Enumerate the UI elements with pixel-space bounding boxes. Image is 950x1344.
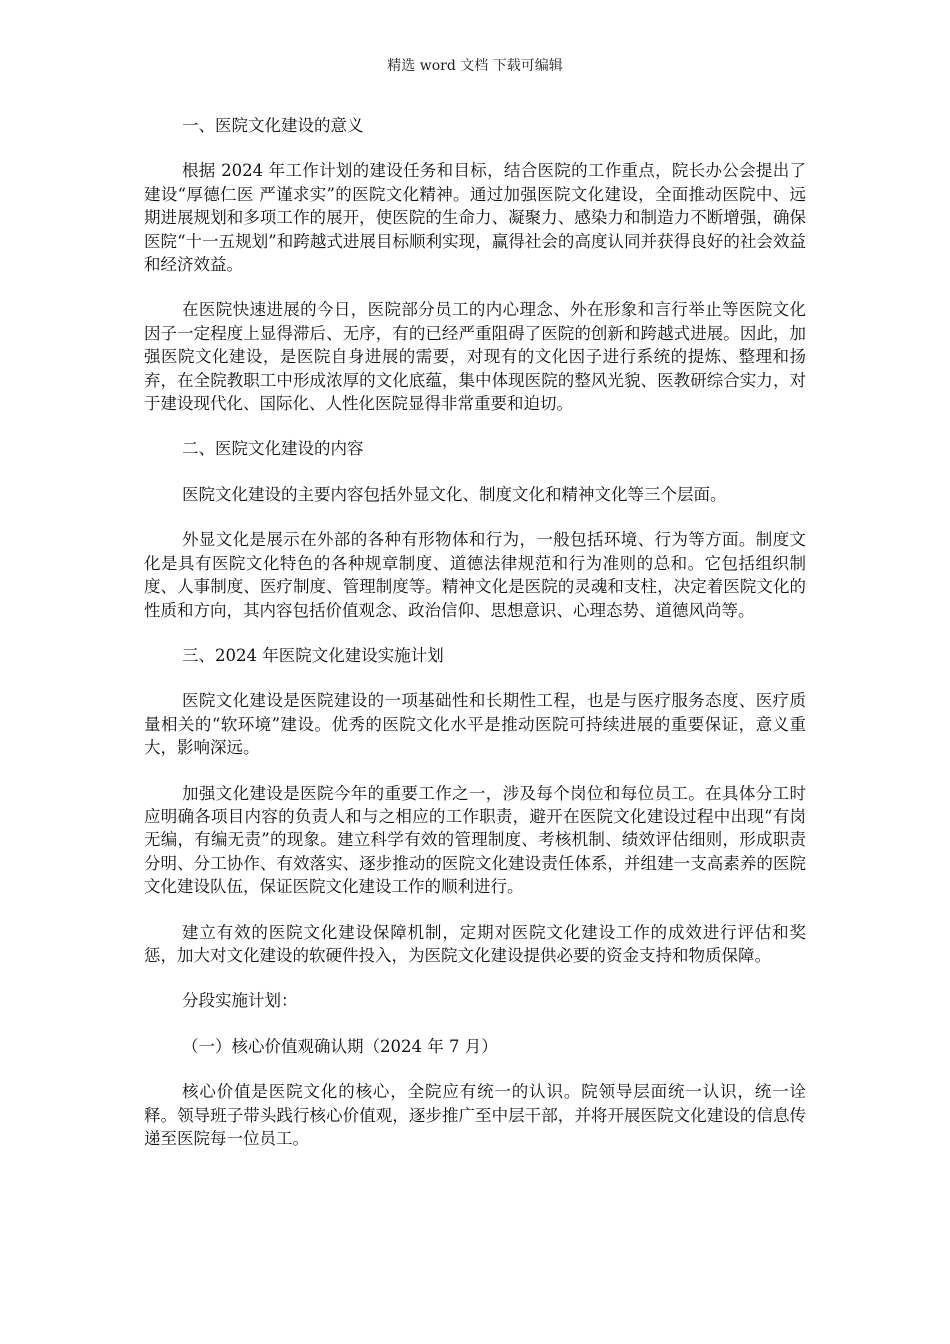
paragraph-7: 建立有效的医院文化建设保障机制，定期对医院文化建设工作的成效进行评估和奖惩，加大对文化建设的软硬件投入，为医院文化建设提供必要的资金支持和物质保障。 <box>144 922 806 965</box>
subsection-heading-plan: 分段实施计划： <box>182 991 298 1011</box>
document-body <box>144 114 806 1172</box>
section-heading-1: 一、医院文化建设的意义 <box>182 116 364 135</box>
paragraph-1: 根据 2024 年工作计划的建设任务和目标，结合医院的工作重点，院长办公会提出了建设“厚德仁医 严谨求实”的医院文化精神。通过加强医院文化建设，全面推动医院中、远期进展规划和多项工作的展开，使医院的生命力、凝聚力、感染力和制造力不断增强，确保医院“十一五规划”和跨越式进展目标顺利实现，赢得社会的高度认同并获得良好的社会效益和经济效益。 <box>144 161 806 275</box>
paragraph-8: 核心价值是医院文化的核心，全院应有统一的认识。院领导层面统一认识，统一诠释。领导班子带头践行核心价值观，逐步推广至中层干部，并将开展医院文化建设的信息传递至医院每一位员工。 <box>144 1082 806 1148</box>
paragraph-5: 医院文化建设是医院建设的一项基础性和长期性工程，也是与医疗服务态度、医疗质量相关的“软环境”建设。优秀的医院文化水平是推动医院可持续进展的重要保证，意义重大，影响深远。 <box>144 691 806 758</box>
section-heading-3: 三、2024 年医院文化建设实施计划 <box>182 645 444 665</box>
paragraph-3: 医院文化建设的主要内容包括外显文化、制度文化和精神文化等三个层面。 <box>182 484 727 504</box>
paragraph-2: 在医院快速进展的今日，医院部分员工的内心理念、外在形象和言行举止等医院文化因子一定程度上显得滞后、无序，有的已经严重阻碍了医院的创新和跨越式进展。因此，加强医院文化建设，是医院自身进展的需要，对现有的文化因子进行系统的提炼、整理和扬弃，在全院教职工中形成浓厚的文化底蕴，集中体现医院的整风光貌、医教研综合实力，对于建设现代化、国际化、人性化医院显得非常重要和迫切。 <box>144 300 806 414</box>
paragraph-6: 加强文化建设是医院今年的重要工作之一，涉及每个岗位和每位员工。在具体分工时应明确各项目内容的负责人和与之相应的工作职责，避开在医院文化建设过程中出现“有岗无编，有编无责”的现象。建立科学有效的管理制度、考核机制、绩效评估细则，形成职责分明、分工协作、有效落实、逐步推动的医院文化建设责任体系，并组建一支高素养的医院文化建设队伍，保证医院文化建设工作的顺利进行。 <box>144 783 806 897</box>
paragraph-4: 外显文化是展示在外部的各种有形物体和行为，一般包括环境、行为等方面。制度文化是具有医院文化特色的各种规章制度、道德法律规范和行为准则的总和。它包括组织制度、人事制度、医疗制度、管理制度等。精神文化是医院的灵魂和支柱，决定着医院文化的性质和方向，其内容包括价值观念、政治信仰、思想意识、心理态势、道德风尚等。 <box>144 530 806 620</box>
page-header: 精选 word 文档 下载可编辑 <box>387 58 563 74</box>
section-heading-2: 二、医院文化建设的内容 <box>182 439 364 459</box>
subsection-heading-phase-1: （一）核心价值观确认期（2024 年 7 月） <box>182 1036 498 1056</box>
